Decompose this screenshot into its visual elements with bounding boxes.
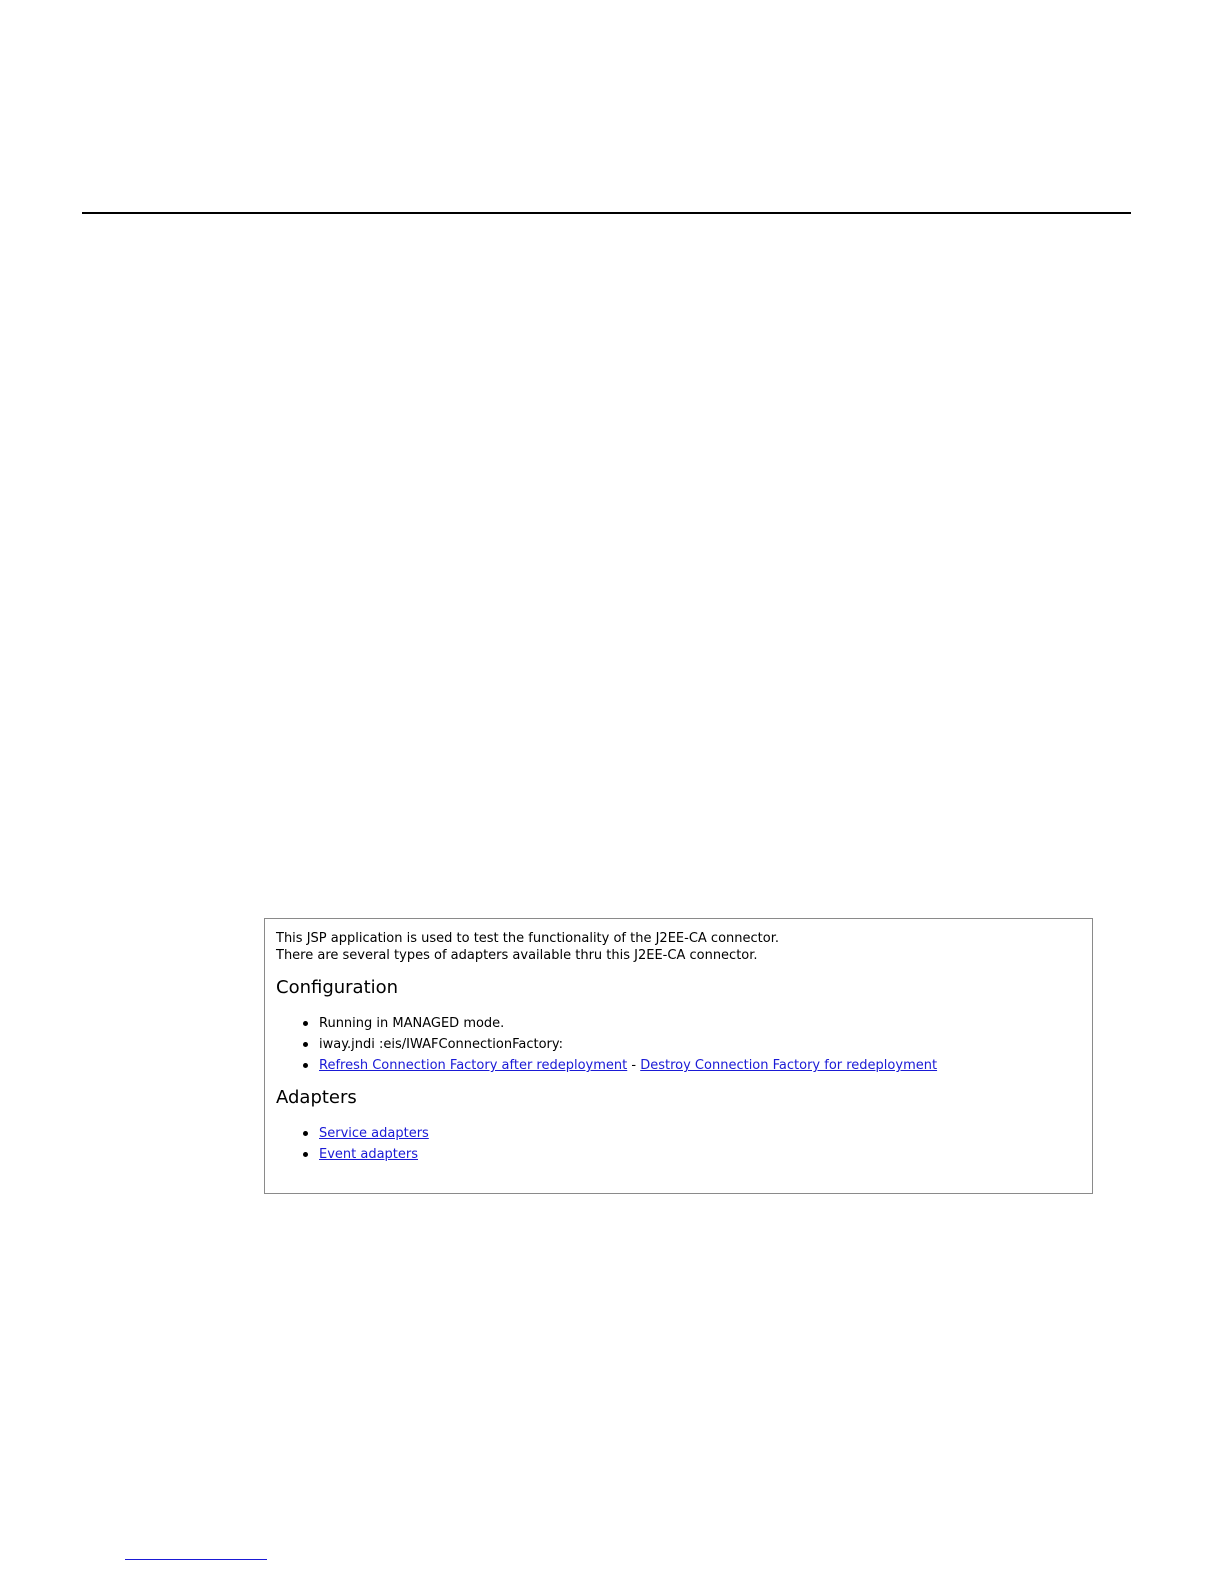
- bullet-icon: [303, 1042, 308, 1047]
- intro-line-2: There are several types of adapters available thru this J2EE-CA connector.: [276, 948, 758, 963]
- footnote-rule: [125, 1559, 267, 1560]
- jsp-test-page-screenshot: [264, 918, 1093, 1194]
- bullet-icon: [303, 1021, 308, 1026]
- event-adapters-link[interactable]: Event adapters: [319, 1147, 419, 1162]
- link-separator: -: [631, 1058, 641, 1073]
- list-item-event-adapters: [303, 1144, 1081, 1165]
- intro-line-1: This JSP application is used to test the functionality of the J2EE-CA connector.: [276, 931, 779, 946]
- bullet-icon: [303, 1131, 308, 1136]
- configuration-heading: Configuration: [276, 977, 399, 998]
- adapters-heading: Adapters: [276, 1087, 357, 1108]
- destroy-connection-factory-link[interactable]: Destroy Connection Factory for redeployment: [640, 1058, 938, 1073]
- list-item-factory-links: [303, 1055, 1081, 1076]
- adapters-list: [276, 1123, 1081, 1165]
- header-rule: [82, 212, 1131, 214]
- bullet-icon: [303, 1063, 308, 1068]
- bullet-icon: [303, 1152, 308, 1157]
- refresh-connection-factory-link[interactable]: Refresh Connection Factory after redeployment: [319, 1058, 628, 1073]
- list-item-service-adapters: [303, 1123, 1081, 1144]
- service-adapters-link[interactable]: Service adapters: [319, 1126, 429, 1141]
- list-item-jndi: [303, 1034, 1081, 1055]
- mode-text: Running in MANAGED mode.: [319, 1016, 505, 1031]
- configuration-list: [276, 1013, 1081, 1076]
- list-item-mode: [303, 1013, 1081, 1034]
- jndi-text: iway.jndi :eis/IWAFConnectionFactory:: [319, 1037, 563, 1052]
- intro-text: [276, 930, 1081, 964]
